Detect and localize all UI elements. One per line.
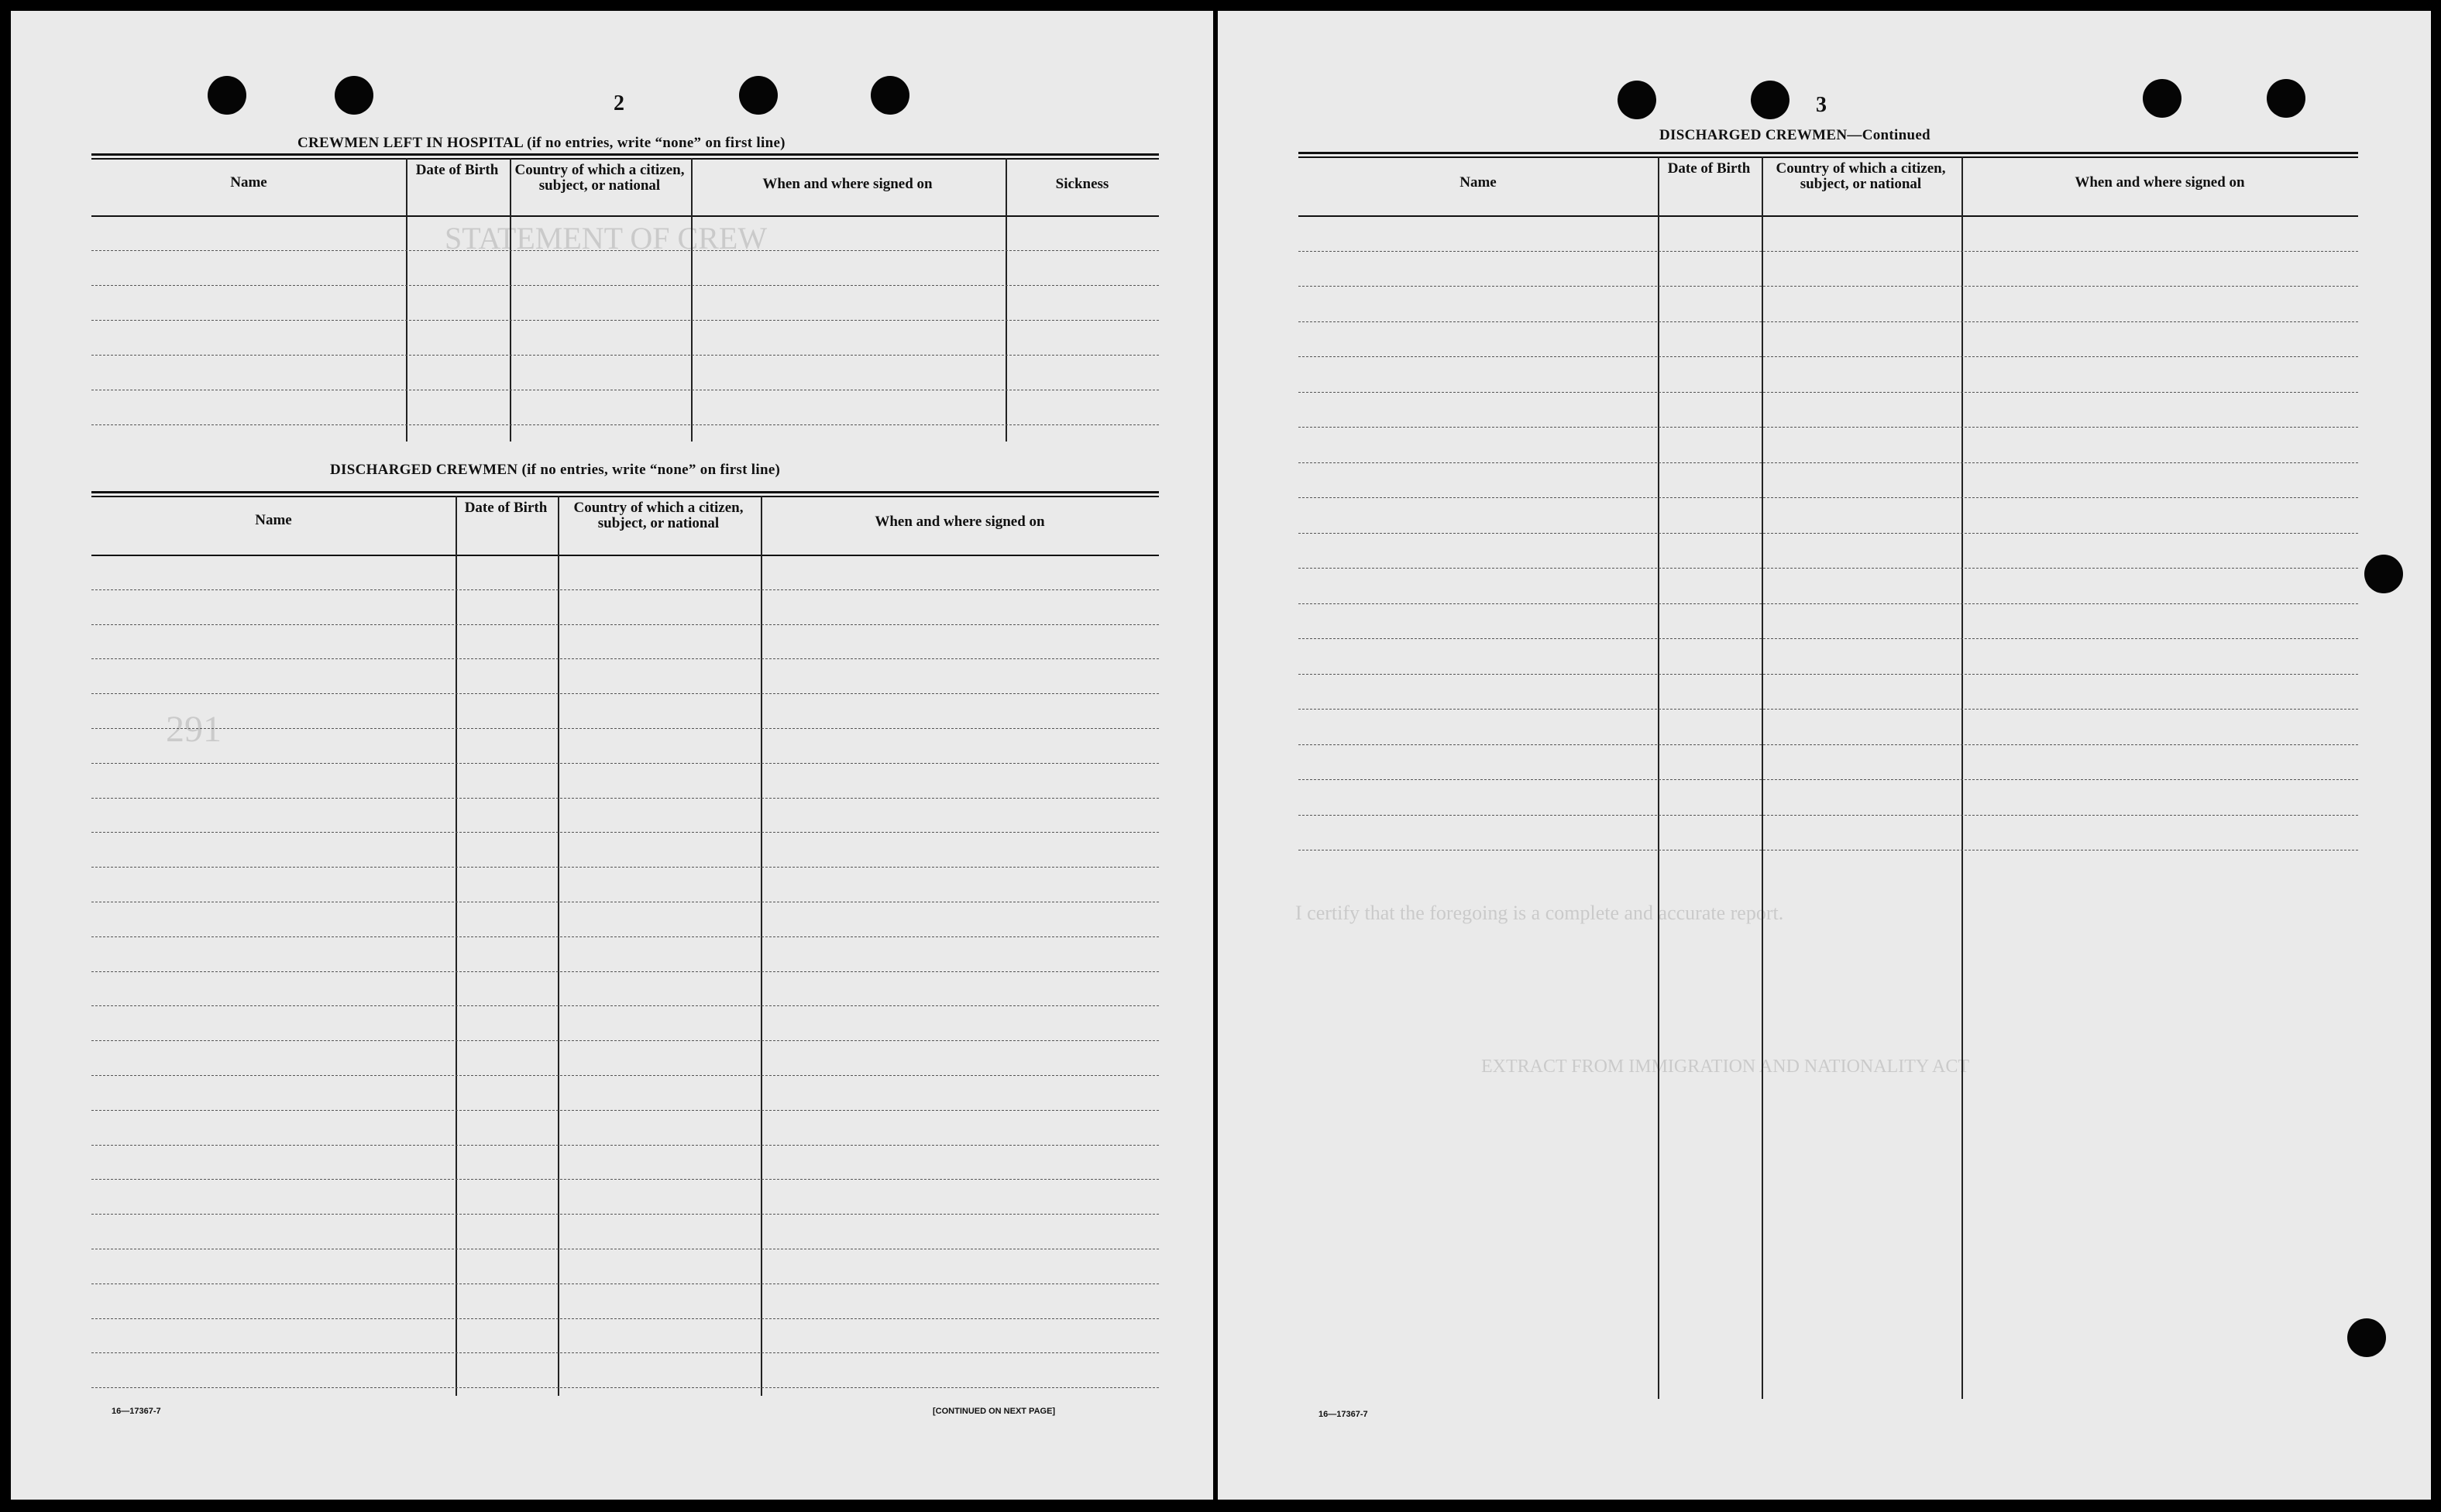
entry-row-line	[91, 1214, 1159, 1215]
punch-hole	[739, 76, 778, 115]
col-header-date-of-birth: Date of Birth	[464, 500, 548, 516]
punch-hole	[2364, 555, 2403, 593]
entry-row-line	[1298, 321, 2358, 322]
col-header-date-of-birth: Date of Birth	[415, 162, 499, 178]
entry-row-line	[91, 1145, 1159, 1146]
discharged-continued-rows	[1298, 215, 2358, 850]
table-top-rule	[1298, 156, 2358, 158]
entry-row-line	[1298, 603, 2358, 604]
continued-note: [CONTINUED ON NEXT PAGE]	[933, 1407, 1056, 1416]
entry-row-line	[91, 693, 1159, 694]
col-header-signed-on: When and where signed on	[762, 176, 933, 192]
hospital-entry-rows	[91, 215, 1159, 442]
col-header-signed-on: When and where signed on	[2075, 174, 2245, 191]
entry-row-line	[1298, 815, 2358, 816]
entry-row-line	[1298, 251, 2358, 252]
form-page-3	[1218, 11, 2431, 1500]
entry-row-line	[91, 1179, 1159, 1180]
punch-hole	[2267, 79, 2305, 118]
entry-row-line	[91, 1352, 1159, 1353]
entry-row-line	[91, 285, 1159, 286]
table-top-rule	[91, 153, 1159, 156]
punch-hole	[335, 76, 373, 115]
discharged-entry-rows	[91, 555, 1159, 1396]
table-top-rule	[91, 158, 1159, 160]
entry-row-line	[91, 355, 1159, 356]
hospital-section-title: CREWMEN LEFT IN HOSPITAL (if no entries, write “none” on first line)	[297, 135, 786, 151]
entry-row-line	[91, 624, 1159, 625]
page-number: 2	[614, 91, 624, 115]
form-page-2	[11, 11, 1213, 1500]
entry-row-line	[1298, 744, 2358, 745]
entry-row-line	[1298, 286, 2358, 287]
col-header-country: Country of which a citizen, subject, or national	[573, 500, 744, 531]
entry-row-line	[1298, 568, 2358, 569]
entry-row-line	[1298, 462, 2358, 463]
entry-row-line	[1298, 497, 2358, 498]
page-number: 3	[1816, 93, 1827, 117]
entry-row-line	[91, 250, 1159, 251]
punch-hole	[2143, 79, 2181, 118]
entry-row-line	[91, 1040, 1159, 1041]
table-top-rule	[91, 496, 1159, 497]
entry-row-line	[1298, 533, 2358, 534]
punch-hole	[208, 76, 246, 115]
entry-row-line	[91, 798, 1159, 799]
entry-row-line	[1298, 427, 2358, 428]
entry-row-line	[91, 832, 1159, 833]
col-header-country: Country of which a citizen, subject, or national	[514, 162, 685, 194]
punch-hole	[1751, 81, 1789, 119]
entry-row-line	[91, 658, 1159, 659]
table-top-rule	[1298, 152, 2358, 154]
entry-row-line	[91, 424, 1159, 425]
punch-hole	[2347, 1318, 2386, 1357]
bleed-through-text: 291	[166, 709, 222, 750]
discharged-section-title: DISCHARGED CREWMEN (if no entries, write “none” on first line)	[330, 462, 781, 478]
entry-row-line	[1298, 709, 2358, 710]
entry-row-line	[91, 936, 1159, 937]
entry-row-line	[91, 763, 1159, 764]
entry-row-line	[91, 320, 1159, 321]
form-number: 16—17367-7	[1318, 1410, 1368, 1419]
bleed-through-text: EXTRACT FROM IMMIGRATION AND NATIONALITY ACT	[1481, 1057, 1969, 1077]
entry-row-line	[91, 867, 1159, 868]
entry-row-line	[91, 1318, 1159, 1319]
form-number: 16—17367-7	[112, 1407, 161, 1416]
entry-row-line	[91, 1075, 1159, 1076]
entry-row-line	[91, 1110, 1159, 1111]
col-header-name: Name	[230, 174, 267, 191]
entry-row-line	[1298, 356, 2358, 357]
table-top-rule	[91, 491, 1159, 493]
entry-row-line	[91, 589, 1159, 590]
col-header-name: Name	[1459, 174, 1497, 191]
entry-row-line	[1298, 779, 2358, 780]
entry-row-line	[91, 971, 1159, 972]
entry-row-line	[91, 1283, 1159, 1284]
entry-row-line	[91, 728, 1159, 729]
entry-row-line	[1298, 674, 2358, 675]
col-header-signed-on: When and where signed on	[875, 514, 1045, 530]
col-header-sickness: Sickness	[1055, 176, 1109, 192]
bleed-through-text: I certify that the foregoing is a complete and accurate report.	[1295, 902, 1784, 924]
col-header-country: Country of which a citizen, subject, or national	[1776, 160, 1946, 192]
discharged-continued-title: DISCHARGED CREWMEN—Continued	[1659, 127, 1930, 143]
entry-row-line	[1298, 638, 2358, 639]
entry-row-line	[91, 1387, 1159, 1388]
col-header-name: Name	[255, 512, 292, 528]
entry-row-line	[1298, 392, 2358, 393]
punch-hole	[871, 76, 909, 115]
col-header-date-of-birth: Date of Birth	[1667, 160, 1751, 177]
punch-hole	[1618, 81, 1656, 119]
entry-row-line	[91, 1005, 1159, 1006]
bleed-through-text: STATEMENT OF CREW	[445, 221, 768, 256]
